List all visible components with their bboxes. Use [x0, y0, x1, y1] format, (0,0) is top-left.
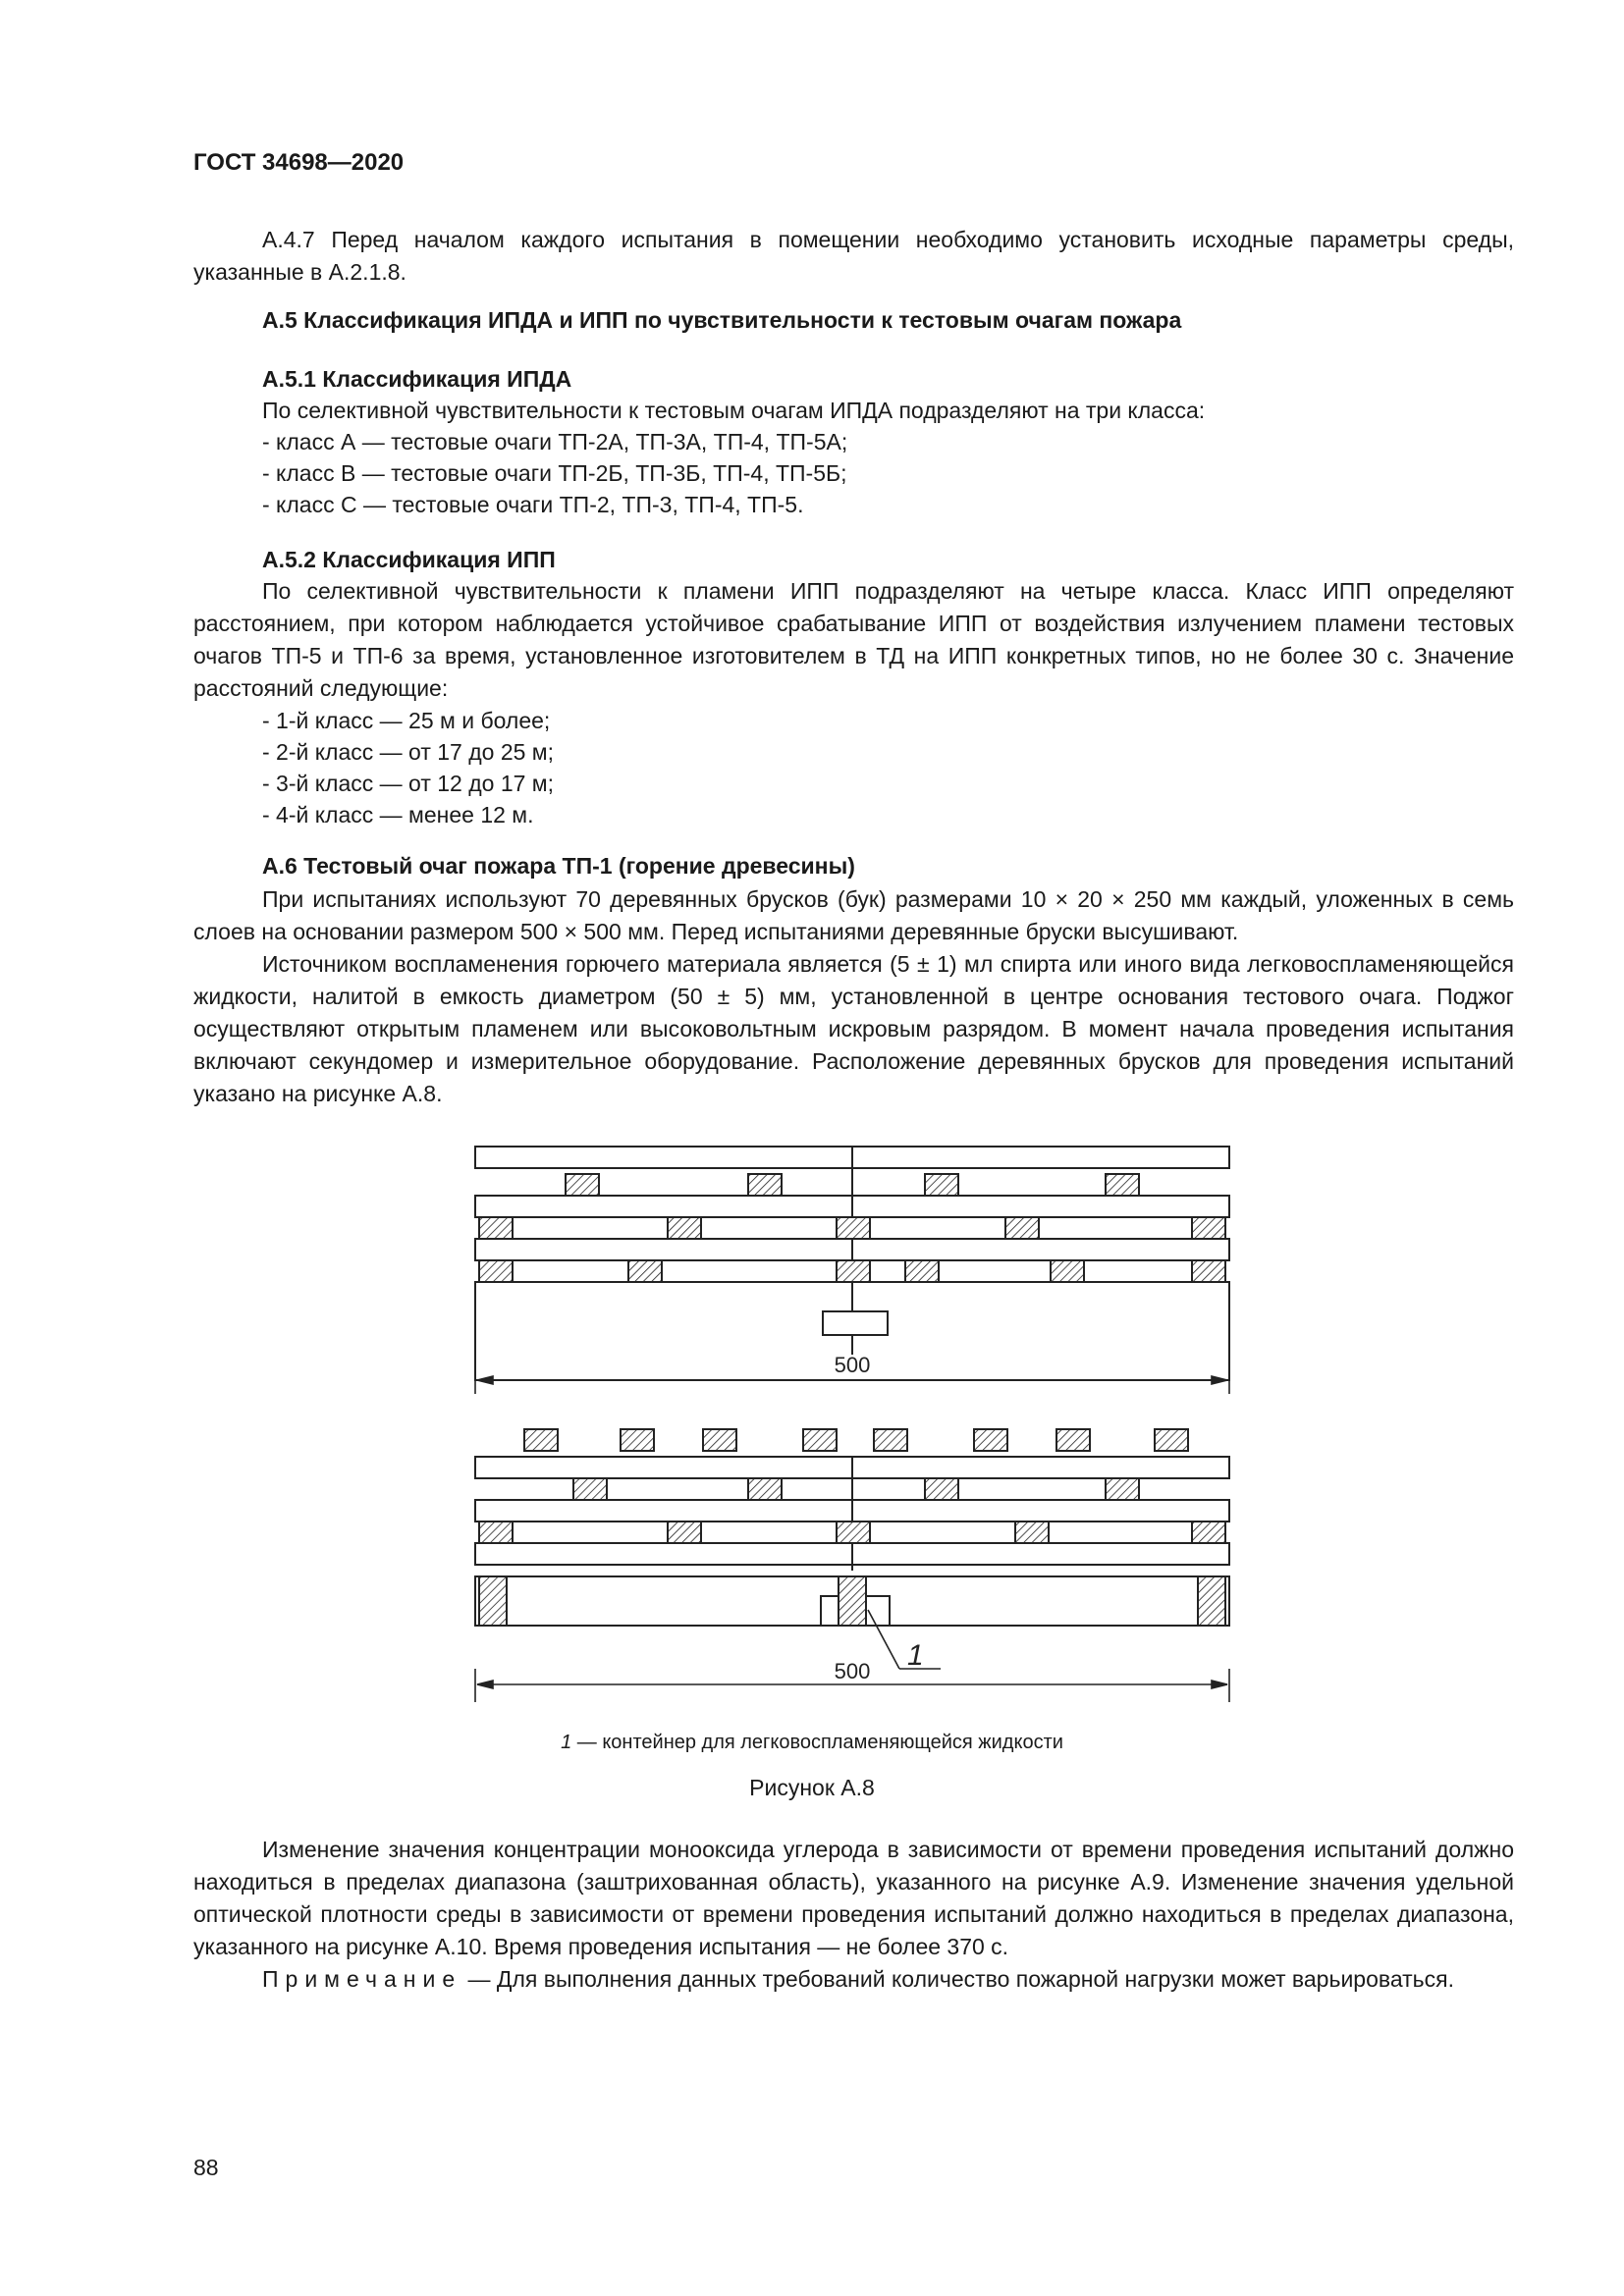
dimension-label-top: 500 [834, 1353, 871, 1377]
heading-a52: А.5.2 Классификация ИПП [262, 547, 556, 572]
lower-hatched-top [524, 1429, 1188, 1451]
paragraph-a6-materials: При испытаниях используют 70 деревянных брусков (бук) размерами 10 × 20 × 250 мм каждый, уложенных в семь слоев на основании размером 500 × 500 мм. Перед испытаниями деревянные бруски высушивают. [193, 886, 1514, 944]
paragraph-a51: По селективной чувствительности к тестовым очагам ИПДА подразделяют на три класса: [262, 398, 1206, 423]
document-header: ГОСТ 34698—2020 [193, 149, 405, 176]
legend-text: — контейнер для легковоспламеняющейся жидкости [571, 1732, 1063, 1753]
figure-caption: Рисунок А.8 [749, 1775, 875, 1800]
heading-a5: А.5 Классификация ИПДА и ИПП по чувствительности к тестовым очагам пожара [262, 307, 1182, 333]
list-item: - класс В — тестовые очаги ТП-2Б, ТП-3Б, ТП-4, ТП-5Б; [262, 460, 847, 486]
paragraph-ranges: Изменение значения концентрации монооксида углерода в зависимости от времени проведения испытаний должно находиться в пределах диапазона (заштрихованная область), указанного на рисунке А.9. Изменение значения удельной оптической плотности среды в зависимости от времени проведения испытаний должно находиться в пределах диапазона, указанного на рисунке А.10. Время проведения испытания — не более 370 с. [193, 1837, 1514, 1959]
figure-legend [0, 1732, 1624, 1754]
upper-dimension [475, 1374, 1229, 1394]
legend-number: 1 [561, 1732, 572, 1753]
callout-number: 1 [907, 1639, 924, 1672]
heading-a51: А.5.1 Классификация ИПДА [262, 366, 572, 392]
list-item: - 2-й класс — от 17 до 25 м; [262, 739, 555, 765]
paragraph-a47: А.4.7 Перед началом каждого испытания в помещении необходимо установить исходные параметры среды, указанные в А.2.1.8. [193, 227, 1514, 285]
page-number: 88 [193, 2155, 219, 2180]
heading-a6: А.6 Тестовый очаг пожара ТП-1 (горение древесины) [262, 853, 855, 879]
note [193, 1963, 1514, 1996]
list-item: - 3-й класс — от 12 до 17 м; [262, 771, 555, 796]
container [823, 1311, 888, 1335]
list-item: - класс А — тестовые очаги ТП-2А, ТП-3А, ТП-4, ТП-5А; [262, 429, 848, 454]
paragraph-a52: По селективной чувствительности к пламени ИПП подразделяют на четыре класса. Класс ИПП определяют расстоянием, при котором наблюдается устойчивое срабатывание ИПП от воздействия излучением пламени тестовых очагов ТП-5 и ТП-6 за время, установленное изготовителем в ТД на ИПП конкретных типов, но не более 30 с. Значение расстояний следующие: [193, 578, 1514, 701]
list-item: - класс С — тестовые очаги ТП-2, ТП-3, ТП-4, ТП-5. [262, 492, 804, 517]
note-text: — Для выполнения данных требований количество пожарной нагрузки может варьироваться. [461, 1966, 1454, 1992]
dimension-label-bottom: 500 [834, 1659, 871, 1683]
list-item: - 4-й класс — менее 12 м. [262, 802, 534, 828]
paragraph-a6-ignition: Источником воспламенения горючего материала является (5 ± 1) мл спирта или иного вида легковоспламеняющейся жидкости, налитой в емкость диаметром (50 ± 5) мм, установленной в центре основания тестового очага. Поджог осуществляют открытым пламенем или высоковольтным искровым разрядом. В момент начала проведения испытания включают секундомер и измерительное оборудование. Расположение деревянных брусков для проведения испытаний указано на рисунке А.8. [193, 951, 1514, 1106]
list-item: - 1-й класс — 25 м и более; [262, 708, 551, 733]
note-label: Примечание [262, 1966, 462, 1992]
